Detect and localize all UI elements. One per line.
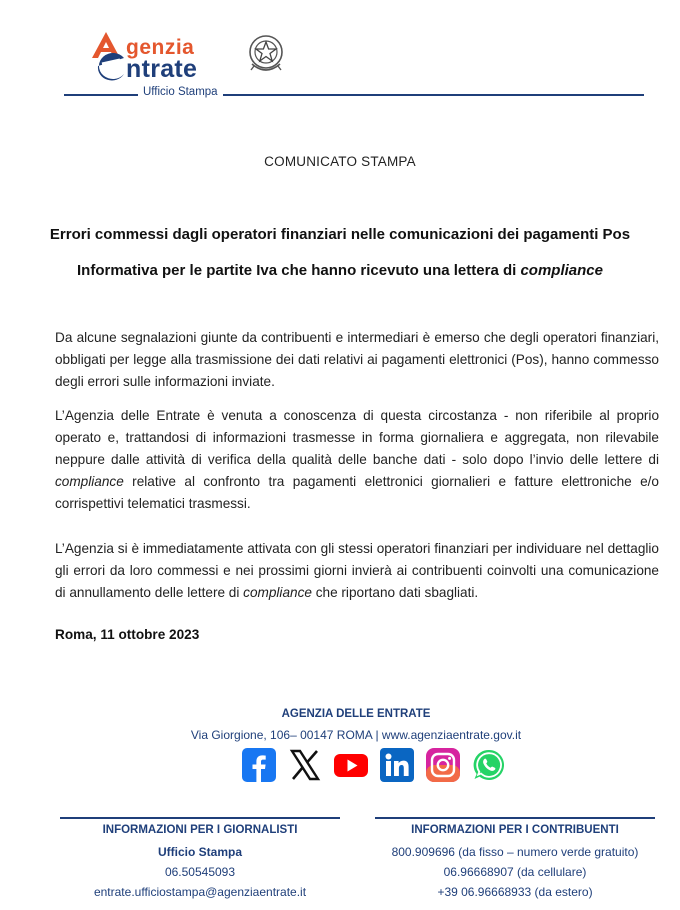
- document-type: COMUNICATO STAMPA: [264, 154, 416, 169]
- journalists-phone[interactable]: 06.50545093: [164, 865, 236, 879]
- journalists-email[interactable]: entrate.ufficiostampa@agenziaentrate.it: [93, 885, 307, 899]
- facebook-icon[interactable]: [242, 748, 276, 782]
- youtube-icon[interactable]: [334, 748, 368, 782]
- taxpayers-mobile[interactable]: 06.96668907 (da cellulare): [443, 865, 587, 879]
- footer-organization: AGENZIA DELLE ENTRATE: [281, 708, 431, 720]
- logo-text-entrate: ntrate: [126, 55, 198, 83]
- taxpayers-toll-free[interactable]: 800.909696 (da fisso – numero verde gratuito): [391, 845, 639, 859]
- linkedin-icon[interactable]: [380, 748, 414, 782]
- taxpayers-info: [375, 817, 655, 902]
- paragraph-1: Da alcune segnalazioni giunte da contribuenti e intermediari è emerso che degli operatori finanziari, obbligati per legge alla trasmissione dei dati relativi ai pagamenti elettronici (Pos), hanno commesso degli errori sulle informazioni inviate.: [55, 330, 659, 389]
- paragraph-3-text-a: L’Agenzia si è immediatamente attivata con gli stessi operatori finanziari per individuare nel dettaglio gli errori da loro commessi e nei prossimi giorni invierà ai contribuenti coinvolti una comunicazione di annullamento delle lettere di: [55, 541, 659, 600]
- journalists-office: Ufficio Stampa: [157, 845, 242, 859]
- subtitle-text: Informativa per le partite Iva che hanno ricevuto una lettera di: [77, 262, 521, 279]
- whatsapp-icon[interactable]: [472, 748, 506, 782]
- paragraph-2: [55, 405, 659, 515]
- journalists-divider: [60, 817, 340, 819]
- press-release-title: Errori commessi dagli operatori finanziari nelle comunicazioni dei pagamenti Pos: [49, 226, 631, 243]
- paragraph-3-emphasis: compliance: [243, 585, 312, 600]
- header-subtitle: Ufficio Stampa: [138, 86, 223, 98]
- instagram-icon[interactable]: [426, 748, 460, 782]
- x-icon[interactable]: [288, 748, 322, 782]
- paragraph-2-text-a: L’Agenzia delle Entrate è venuta a conoscenza di questa circostanza - non riferibile al proprio operato e, trattandosi di informazioni trasmesse in forma giornaliera e aggregata, non rilevabile neppure dalle attività di verifica della qualità delle banche dati - solo dopo l’invio delle lettere di: [55, 408, 659, 467]
- paragraph-3-text-b: che riportano dati sbagliati.: [311, 585, 479, 600]
- logo-text-agenzia: genzia: [126, 36, 195, 59]
- taxpayers-divider: [375, 817, 655, 819]
- republic-emblem-icon: [246, 30, 286, 76]
- taxpayers-heading: INFORMAZIONI PER I CONTRIBUENTI: [411, 824, 619, 836]
- paragraph-2-emphasis: compliance: [55, 474, 124, 489]
- release-date: Roma, 11 ottobre 2023: [55, 627, 200, 642]
- paragraph-2-text-b: relative al confronto tra pagamenti elettronici giornalieri e fatture elettroniche e/o corrispettivi telematici trasmessi.: [55, 474, 659, 511]
- journalists-heading: INFORMAZIONI PER I GIORNALISTI: [102, 824, 298, 836]
- subtitle-emphasis: compliance: [520, 262, 603, 279]
- paragraph-3: [55, 538, 659, 604]
- footer-address[interactable]: Via Giorgione, 106– 00147 ROMA | www.agenziaentrate.gov.it: [190, 728, 522, 742]
- taxpayers-abroad[interactable]: +39 06.96668933 (da estero): [437, 885, 593, 899]
- social-links: [242, 748, 506, 782]
- journalists-info: [60, 817, 340, 902]
- press-release-subtitle: [0, 262, 680, 279]
